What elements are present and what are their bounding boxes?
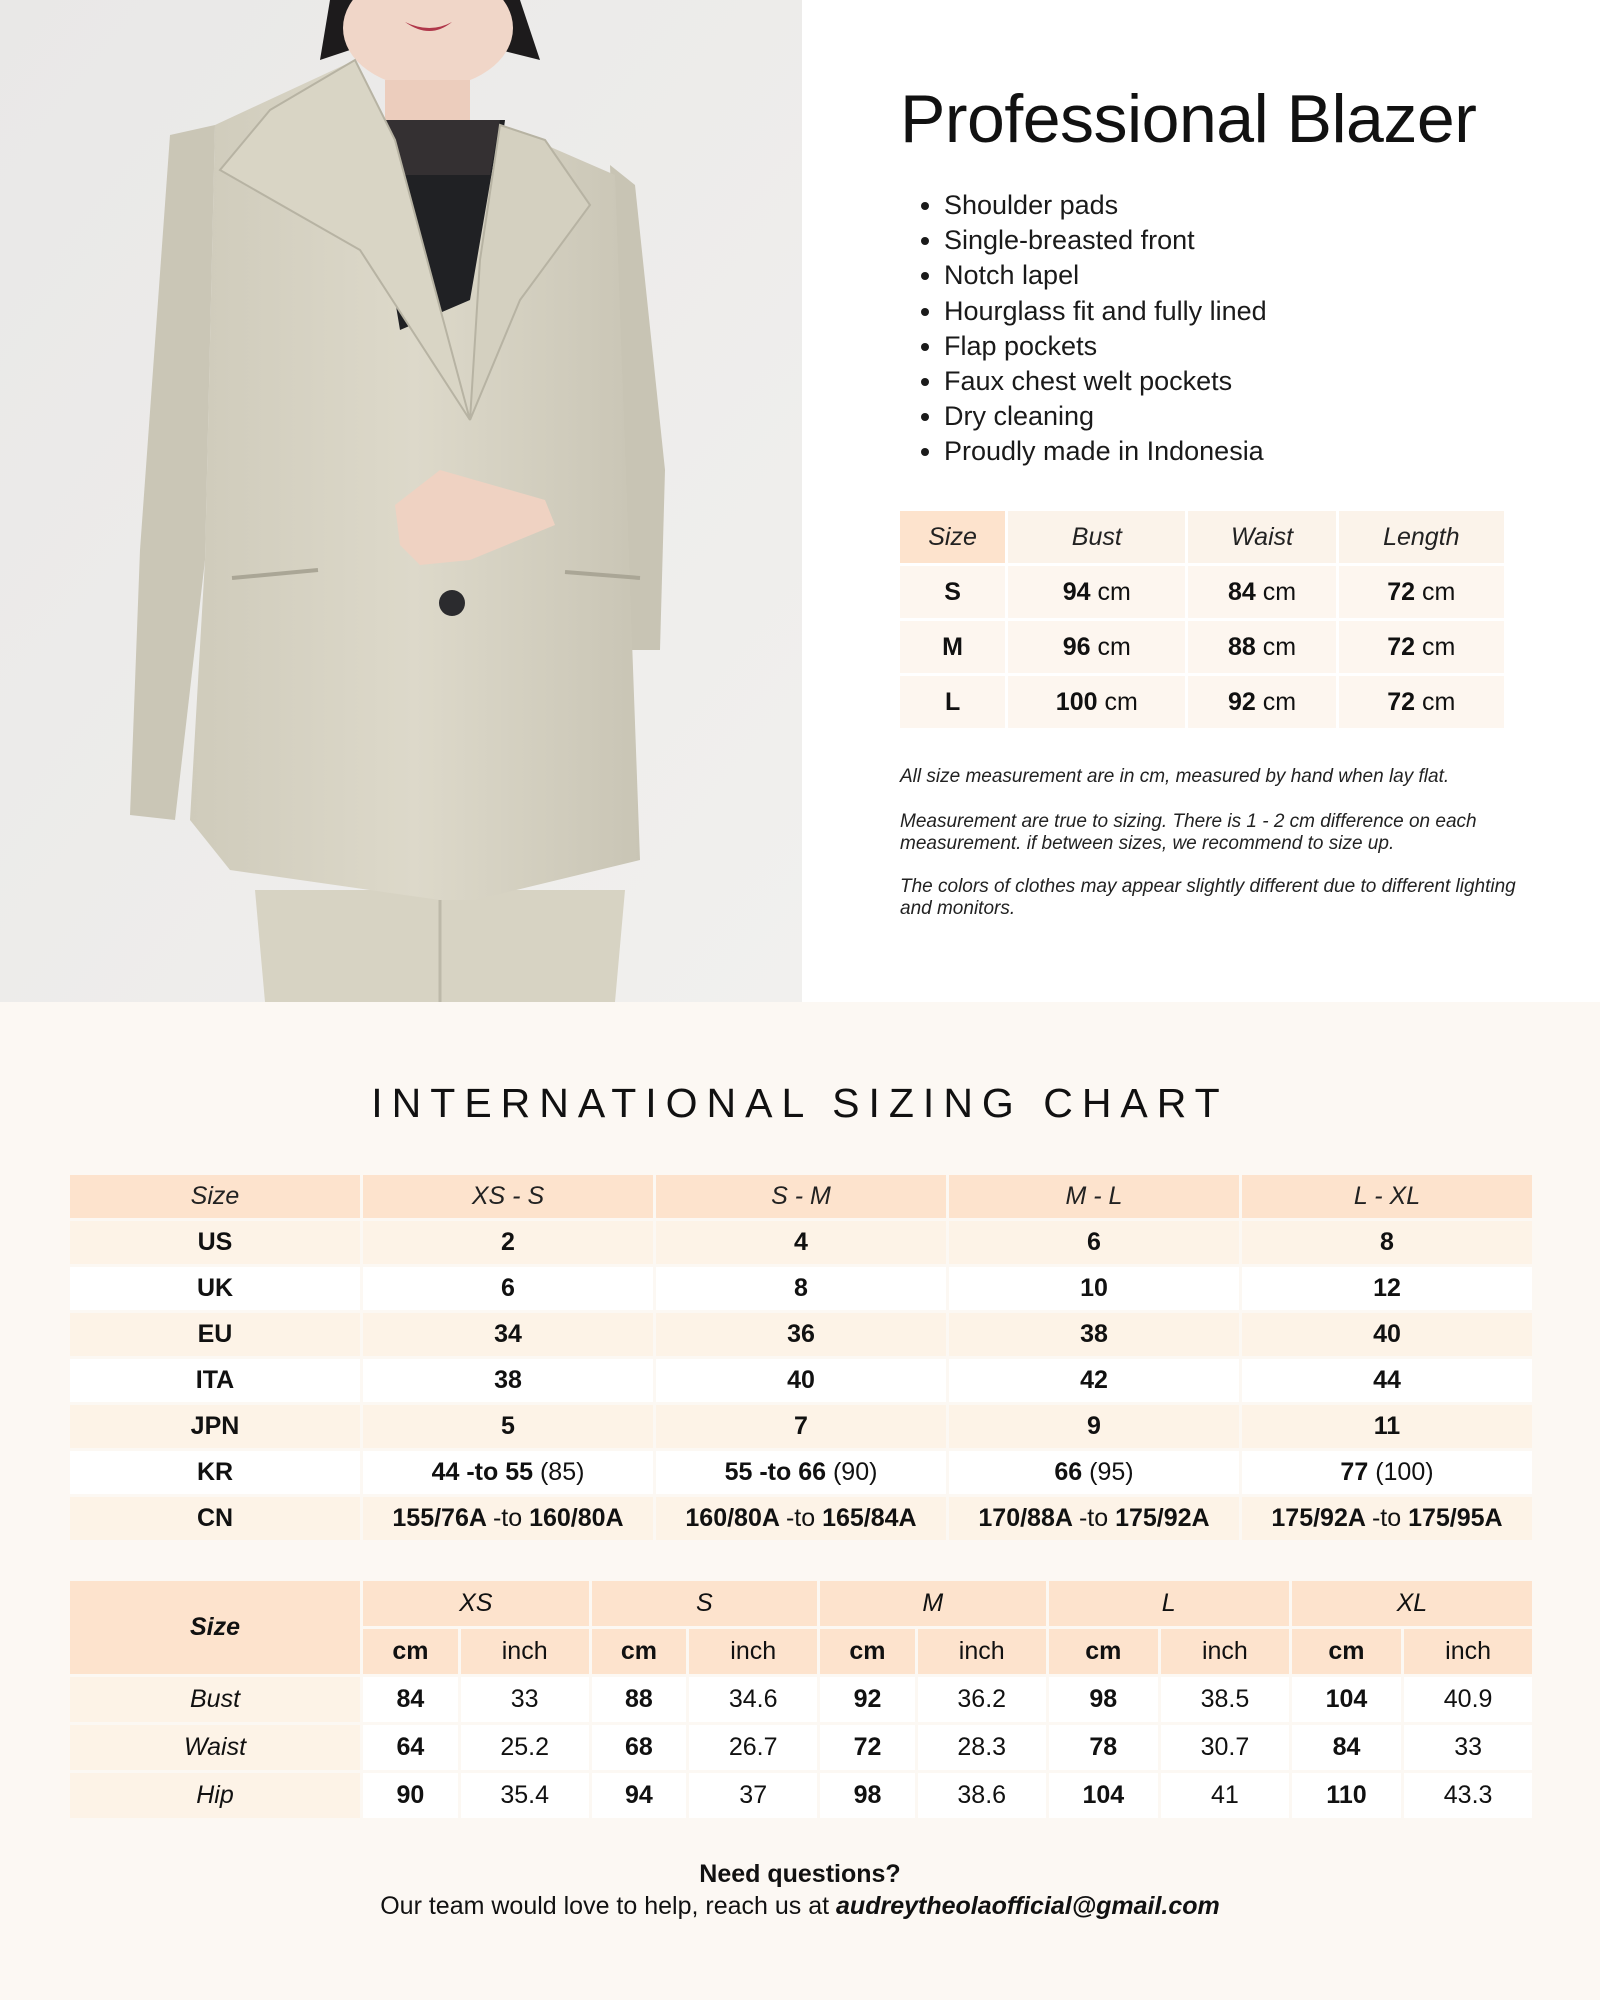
cm-value: 92	[820, 1677, 915, 1722]
size-value: 38	[363, 1359, 653, 1402]
waist-cell: 92 cm	[1188, 676, 1335, 728]
size-group-header: M	[820, 1581, 1046, 1626]
size-value: 6	[949, 1221, 1239, 1264]
size-header: Size	[900, 511, 1005, 563]
inch-value: 26.7	[689, 1725, 817, 1770]
size-group-header: XS	[363, 1581, 589, 1626]
cm-value: 84	[363, 1677, 458, 1722]
unit-header: cm	[1049, 1629, 1158, 1674]
cm-value: 110	[1292, 1773, 1401, 1818]
table-row	[70, 1405, 1532, 1448]
inch-value: 38.5	[1161, 1677, 1289, 1722]
size-value: 44	[1242, 1359, 1532, 1402]
cm-value: 94	[592, 1773, 687, 1818]
waist-cell: 88 cm	[1188, 621, 1335, 673]
size-group-header: XL	[1292, 1581, 1532, 1626]
table-row	[900, 621, 1504, 673]
product-title: Professional Blazer	[900, 81, 1477, 157]
size-value: 40	[656, 1359, 946, 1402]
size-value: 160/80A -to 165/84A	[656, 1497, 946, 1540]
feature-list	[944, 188, 1267, 470]
unit-header: inch	[461, 1629, 589, 1674]
contact-email-link[interactable]: audreytheolaofficial@gmail.com	[836, 1892, 1220, 1920]
table-row	[70, 1451, 1532, 1494]
size-value: 6	[363, 1267, 653, 1310]
sizing-note: Measurement are true to sizing. There is 1 - 2 cm difference on each measurement. if between sizes, we recommend to size up.	[900, 811, 1477, 854]
measure-label: Bust	[70, 1677, 360, 1722]
length-cell: 72 cm	[1339, 676, 1504, 728]
inch-value: 25.2	[461, 1725, 589, 1770]
cm-value: 72	[820, 1725, 915, 1770]
size-value: 5	[363, 1405, 653, 1448]
feature-item: • Proudly made in Indonesia	[944, 434, 1267, 469]
measurement-note: All size measurement are in cm, measured by hand when lay flat.	[900, 766, 1450, 787]
cm-value: 84	[1292, 1725, 1401, 1770]
table-row	[70, 1677, 1532, 1722]
region-label: UK	[70, 1267, 360, 1310]
intl-range-header: M - L	[949, 1175, 1239, 1218]
intl-range-header: XS - S	[363, 1175, 653, 1218]
table-row	[70, 1313, 1532, 1356]
unit-header: cm	[820, 1629, 915, 1674]
size-value: 170/88A -to 175/92A	[949, 1497, 1239, 1540]
table-row	[900, 566, 1504, 618]
inch-value: 34.6	[689, 1677, 817, 1722]
feature-item: • Shoulder pads	[944, 188, 1267, 223]
unit-header: cm	[363, 1629, 458, 1674]
inch-value: 33	[461, 1677, 589, 1722]
feature-item: • Faux chest welt pockets	[944, 364, 1267, 399]
size-cell: L	[900, 676, 1005, 728]
region-label: ITA	[70, 1359, 360, 1402]
waist-header: Waist	[1188, 511, 1335, 563]
unit-header: cm	[1292, 1629, 1401, 1674]
unit-header: inch	[1404, 1629, 1532, 1674]
feature-item: • Single-breasted front	[944, 223, 1267, 258]
size-value: 175/92A -to 175/95A	[1242, 1497, 1532, 1540]
table-row	[70, 1221, 1532, 1264]
inch-value: 41	[1161, 1773, 1289, 1818]
size-value: 40	[1242, 1313, 1532, 1356]
footer-question: Need questions?	[699, 1860, 901, 1888]
product-photo	[0, 0, 802, 1002]
length-cell: 72 cm	[1339, 566, 1504, 618]
unit-header: inch	[1161, 1629, 1289, 1674]
cm-value: 68	[592, 1725, 687, 1770]
cm-value: 104	[1292, 1677, 1401, 1722]
intl-size-header: Size	[70, 1175, 360, 1218]
bust-header: Bust	[1008, 511, 1185, 563]
size-value: 34	[363, 1313, 653, 1356]
inch-value: 37	[689, 1773, 817, 1818]
size-value: 2	[363, 1221, 653, 1264]
size-value: 4	[656, 1221, 946, 1264]
size-value: 9	[949, 1405, 1239, 1448]
waist-cell: 84 cm	[1188, 566, 1335, 618]
region-label: US	[70, 1221, 360, 1264]
length-cell: 72 cm	[1339, 621, 1504, 673]
region-label: EU	[70, 1313, 360, 1356]
size-cell: S	[900, 566, 1005, 618]
cm-value: 98	[820, 1773, 915, 1818]
unit-header: inch	[689, 1629, 817, 1674]
meas-size-header: Size	[70, 1581, 360, 1674]
size-value: 77 (100)	[1242, 1451, 1532, 1494]
cm-value: 64	[363, 1725, 458, 1770]
length-header: Length	[1339, 511, 1504, 563]
size-value: 8	[1242, 1221, 1532, 1264]
size-group-header: L	[1049, 1581, 1289, 1626]
cm-value: 88	[592, 1677, 687, 1722]
region-label: CN	[70, 1497, 360, 1540]
inch-value: 30.7	[1161, 1725, 1289, 1770]
feature-item: • Notch lapel	[944, 258, 1267, 293]
cm-value: 104	[1049, 1773, 1158, 1818]
size-table	[897, 508, 1507, 731]
table-row	[70, 1725, 1532, 1770]
inch-value: 28.3	[918, 1725, 1046, 1770]
table-row	[70, 1773, 1532, 1818]
inch-value: 35.4	[461, 1773, 589, 1818]
bust-cell: 100 cm	[1008, 676, 1185, 728]
region-label: KR	[70, 1451, 360, 1494]
size-value: 155/76A -to 160/80A	[363, 1497, 653, 1540]
feature-item: • Flap pockets	[944, 329, 1267, 364]
size-value: 44 -to 55 (85)	[363, 1451, 653, 1494]
color-note: The colors of clothes may appear slightly different due to different lighting and monitors.	[900, 876, 1516, 919]
inch-value: 33	[1404, 1725, 1532, 1770]
body-measurements-table	[67, 1578, 1535, 1821]
size-value: 42	[949, 1359, 1239, 1402]
size-value: 36	[656, 1313, 946, 1356]
size-value: 10	[949, 1267, 1239, 1310]
intl-range-header: S - M	[656, 1175, 946, 1218]
size-value: 38	[949, 1313, 1239, 1356]
contact-footer	[0, 1858, 1600, 1922]
size-value: 12	[1242, 1267, 1532, 1310]
table-row	[900, 676, 1504, 728]
footer-text: Our team would love to help, reach us at audreytheolaofficial@gmail.com	[380, 1892, 1220, 1920]
table-row	[70, 1267, 1532, 1310]
inch-value: 40.9	[1404, 1677, 1532, 1722]
size-cell: M	[900, 621, 1005, 673]
size-value: 11	[1242, 1405, 1532, 1448]
international-chart-title: INTERNATIONAL SIZING CHART	[371, 1080, 1229, 1126]
size-value: 8	[656, 1267, 946, 1310]
inch-value: 36.2	[918, 1677, 1046, 1722]
intl-range-header: L - XL	[1242, 1175, 1532, 1218]
size-group-header: S	[592, 1581, 818, 1626]
bust-cell: 96 cm	[1008, 621, 1185, 673]
size-value: 7	[656, 1405, 946, 1448]
feature-item: • Dry cleaning	[944, 399, 1267, 434]
cm-value: 90	[363, 1773, 458, 1818]
inch-value: 38.6	[918, 1773, 1046, 1818]
unit-header: inch	[918, 1629, 1046, 1674]
cm-value: 78	[1049, 1725, 1158, 1770]
region-label: JPN	[70, 1405, 360, 1448]
bust-cell: 94 cm	[1008, 566, 1185, 618]
measure-label: Waist	[70, 1725, 360, 1770]
measure-label: Hip	[70, 1773, 360, 1818]
unit-header: cm	[592, 1629, 687, 1674]
size-value: 66 (95)	[949, 1451, 1239, 1494]
table-row	[70, 1359, 1532, 1402]
size-value: 55 -to 66 (90)	[656, 1451, 946, 1494]
inch-value: 43.3	[1404, 1773, 1532, 1818]
feature-item: • Hourglass fit and fully lined	[944, 294, 1267, 329]
international-sizing-table	[67, 1172, 1535, 1543]
cm-value: 98	[1049, 1677, 1158, 1722]
table-row	[70, 1497, 1532, 1540]
